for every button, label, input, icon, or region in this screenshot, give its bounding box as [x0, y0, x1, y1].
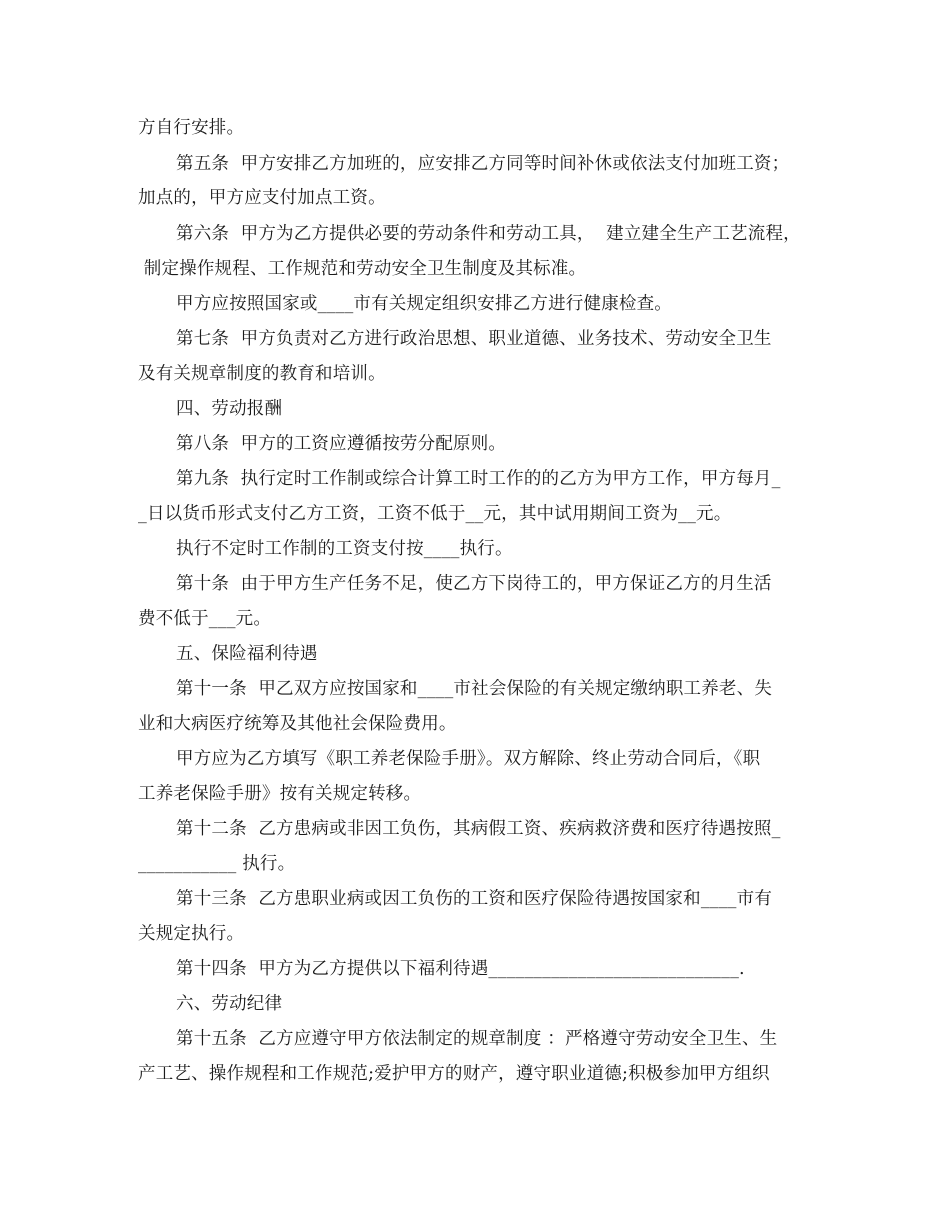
- clause-6-line-1: 第六条 甲方为乙方提供必要的劳动条件和劳动工具， 建立建全生产工艺流程，: [176, 224, 801, 244]
- clause-5-line-1: 第五条 甲方安排乙方加班的，应安排乙方同等时间补休或依法支付加班工资；: [176, 154, 790, 174]
- pension-handbook-line-1: 甲方应为乙方填写《职工养老保险手册》。双方解除、终止劳动合同后，《职: [176, 749, 761, 769]
- section-heading-4: 四、劳动报酬: [176, 399, 283, 419]
- health-check-line: 甲方应按照国家或____市有关规定组织安排乙方进行健康检查。: [176, 294, 672, 314]
- clause-9-line-2: _日以货币形式支付乙方工资，工资不低于__元，其中试用期间工资为__元。: [138, 504, 732, 524]
- clause-15-line-2: 产工艺、操作规程和工作规范;爱护甲方的财产，遵守职业道德;积极参加甲方组织: [138, 1064, 770, 1084]
- clause-14-line: 第十四条 甲方为乙方提供以下福利待遇____________________________.: [176, 959, 745, 979]
- clause-6-line-2: 制定操作规程、工作规范和劳动安全卫生制度及其标准。: [138, 259, 587, 279]
- text-line: 方自行安排。: [138, 118, 245, 138]
- clause-9-line-1: 第九条 执行定时工作制或综合计算工时工作的的乙方为甲方工作，甲方每月_: [176, 469, 781, 489]
- clause-5-line-2: 加点的，甲方应支付加点工资。: [138, 188, 386, 208]
- clause-11-line-2: 业和大病医疗统筹及其他社会保险费用。: [138, 714, 457, 734]
- clause-12-line-2: ___________ 执行。: [138, 854, 296, 874]
- irregular-wage-line: 执行不定时工作制的工资支付按____执行。: [176, 539, 513, 559]
- clause-15-line-1: 第十五条 乙方应遵守甲方依法制定的规章制度 ：严格遵守劳动安全卫生、生: [176, 1029, 778, 1049]
- clause-7-line-2: 及有关规章制度的教育和培训。: [138, 364, 386, 384]
- clause-7-line-1: 第七条 甲方负责对乙方进行政治思想、职业道德、业务技术、劳动安全卫生: [176, 329, 772, 349]
- clause-8-line: 第八条 甲方的工资应遵循按劳分配原则。: [176, 434, 507, 454]
- section-heading-6: 六、劳动纪律: [176, 994, 283, 1014]
- clause-12-line-1: 第十二条 乙方患病或非因工负伤，其病假工资、疾病救济费和医疗待遇按照_: [176, 819, 781, 839]
- section-heading-5: 五、保险福利待遇: [176, 644, 318, 664]
- clause-13-line-2: 关规定执行。: [138, 924, 245, 944]
- clause-13-line-1: 第十三条 乙方患职业病或因工负伤的工资和医疗保险待遇按国家和____市有: [176, 889, 773, 909]
- clause-10-line-2: 费不低于___元。: [138, 609, 272, 629]
- clause-11-line-1: 第十一条 甲乙双方应按国家和____市社会保险的有关规定缴纳职工养老、失: [176, 679, 773, 699]
- clause-10-line-1: 第十条 由于甲方生产任务不足，使乙方下岗待工的，甲方保证乙方的月生活: [176, 574, 772, 594]
- pension-handbook-line-2: 工养老保险手册》按有关规定转移。: [138, 784, 422, 804]
